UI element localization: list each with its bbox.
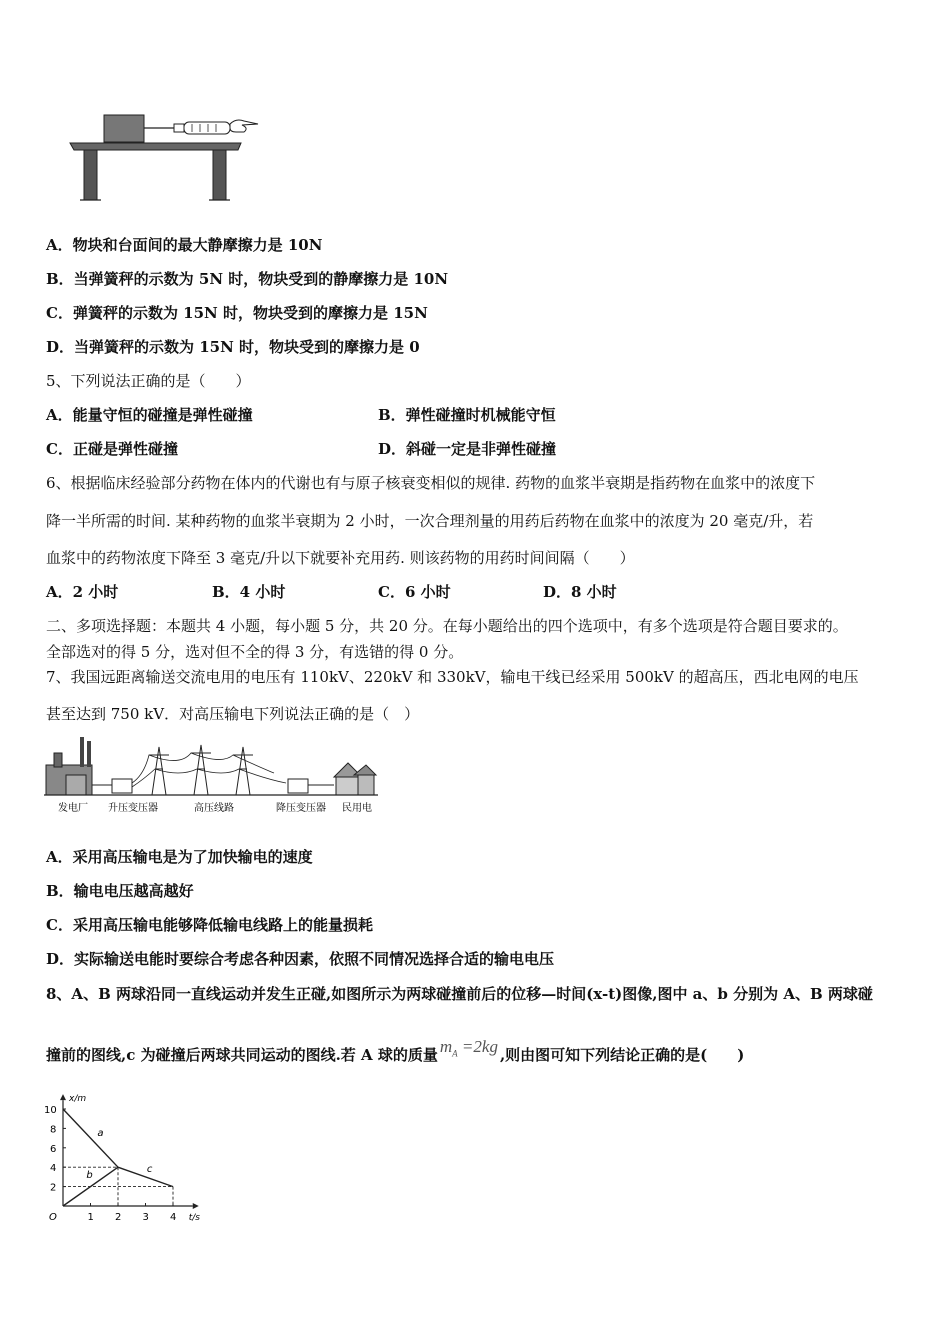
- y-axis-label: x/m: [69, 1094, 87, 1105]
- y-tick-label: 4: [50, 1163, 57, 1175]
- series-label-a: a: [97, 1128, 104, 1140]
- q7-option-a: A．采用高压输电是为了加快输电的速度: [46, 848, 313, 866]
- q8-line-1: 8、A、B 两球沿同一直线运动并发生正碰,如图所示为两球碰撞前后的位移—时间(x-t)图像,图中 a、b 分别为 A、B 两球碰: [46, 985, 873, 1003]
- series-label-c: c: [146, 1164, 153, 1176]
- q7-line-1: 7、我国远距离输送交流电用的电压有 110kV、220kV 和 330kV，输电干线已经采用 500kV 的超高压，西北电网的电压: [46, 668, 859, 686]
- y-axis-arrow: [60, 1094, 66, 1100]
- section2-line-2: 全部选对的得 5 分，选对但不全的得 3 分，有选错的得 0 分。: [46, 643, 464, 661]
- block: [104, 115, 144, 142]
- series-line-c: [118, 1167, 173, 1186]
- high-voltage-lines: [132, 745, 286, 795]
- x-axis-label: t/s: [188, 1213, 200, 1223]
- origin-label: O: [49, 1212, 57, 1223]
- q4-option-d: D．当弹簧秤的示数为 15N 时，物块受到的摩擦力是 0: [46, 338, 420, 356]
- series-label-b: b: [86, 1169, 93, 1181]
- q6-line-1: 6、根据临床经验部分药物在体内的代谢也有与原子核衰变相似的规律. 药物的血浆半衰期是指药物在血浆中的浓度下: [46, 474, 816, 492]
- q4-option-c: C．弹簧秤的示数为 15N 时，物块受到的摩擦力是 15N: [46, 304, 428, 322]
- q7-line-2: 甚至达到 750 kV．对高压输电下列说法正确的是（ ）: [46, 705, 420, 723]
- q8-line-2-post: ,则由图可知下列结论正确的是( ): [499, 1046, 745, 1064]
- q5-stem: 5、下列说法正确的是（ ）: [46, 372, 251, 390]
- x-axis-arrow: [193, 1203, 199, 1209]
- table-leg-left: [84, 150, 97, 200]
- q6-line-2: 降一半所需的时间. 某种药物的血浆半衰期为 2 小时，一次合理剂量的用药后药物在血浆中的浓度为 20 毫克/升，若: [46, 512, 814, 530]
- y-tick-label: 10: [44, 1105, 57, 1116]
- label-step-up: 升压变压器: [108, 803, 158, 814]
- q8-line-2: [46, 1037, 745, 1071]
- q7-option-c: C．采用高压输电能够降低输电线路上的能量损耗: [46, 916, 373, 934]
- q6-option-b: B．4 小时: [212, 583, 286, 601]
- section2-line-1: 二、多项选择题：本题共 4 小题，每小题 5 分，共 20 分。在每小题给出的四个选项中，有多个选项是符合题目要求的。: [46, 617, 848, 635]
- q5-option-d: D．斜碰一定是非弹性碰撞: [378, 440, 557, 458]
- step-down-transformer: [288, 779, 334, 793]
- label-hv-line: 高压线路: [194, 803, 234, 814]
- step-up-transformer: [92, 779, 132, 793]
- spring-scale: [144, 122, 230, 134]
- q8-line-2-pre: 撞前的图线,c 为碰撞后两球共同运动的图线.若 A 球的质量: [46, 1046, 438, 1064]
- q5-option-b: B．弹性碰撞时机械能守恒: [378, 406, 556, 424]
- table-block-figure: [66, 110, 266, 204]
- table-top: [70, 143, 241, 150]
- q4-option-a: A．物块和台面间的最大静摩擦力是 10N: [46, 236, 323, 254]
- q6-option-a: A．2 小时: [46, 583, 119, 601]
- mass-formula-rest: =2kg: [457, 1037, 498, 1056]
- label-residential: 民用电: [342, 803, 372, 814]
- q6-option-d: D．8 小时: [543, 583, 617, 601]
- houses: [334, 763, 376, 795]
- q4-option-b: B．当弹簧秤的示数为 5N 时，物块受到的静摩擦力是 10N: [46, 270, 449, 288]
- x-tick-label: 3: [142, 1212, 149, 1223]
- y-tick-label: 6: [50, 1143, 57, 1155]
- q5-option-a: A．能量守恒的碰撞是弹性碰撞: [46, 406, 253, 424]
- mass-formula-m: m: [439, 1037, 453, 1056]
- y-tick-label: 8: [50, 1124, 57, 1136]
- q6-line-3: 血浆中的药物浓度下降至 3 毫克/升以下就要补充用药. 则该药物的用药时间间隔（ ）: [46, 549, 635, 567]
- q6-option-c: C．6 小时: [378, 583, 451, 601]
- y-tick-label: 2: [50, 1182, 57, 1194]
- table-leg-right: [213, 150, 226, 200]
- label-step-down: 降压变压器: [276, 803, 326, 814]
- x-tick-label: 1: [87, 1212, 94, 1223]
- power-plant: [46, 737, 92, 795]
- hand: [230, 120, 258, 132]
- mass-formula-sub: A: [452, 1048, 458, 1059]
- q5-option-c: C．正碰是弹性碰撞: [46, 440, 178, 458]
- q7-option-b: B．输电电压越高越好: [46, 882, 194, 900]
- label-power-plant: 发电厂: [58, 803, 88, 814]
- xt-chart: [40, 1088, 210, 1230]
- power-transmission-figure: [44, 735, 379, 817]
- q7-option-d: D．实际输送电能时要综合考虑各种因素，依照不同情况选择合适的输电电压: [46, 950, 555, 968]
- x-tick-label: 2: [115, 1212, 122, 1223]
- series-line-a: [63, 1109, 118, 1167]
- x-tick-label: 4: [170, 1212, 177, 1223]
- mass-formula: [438, 1037, 500, 1059]
